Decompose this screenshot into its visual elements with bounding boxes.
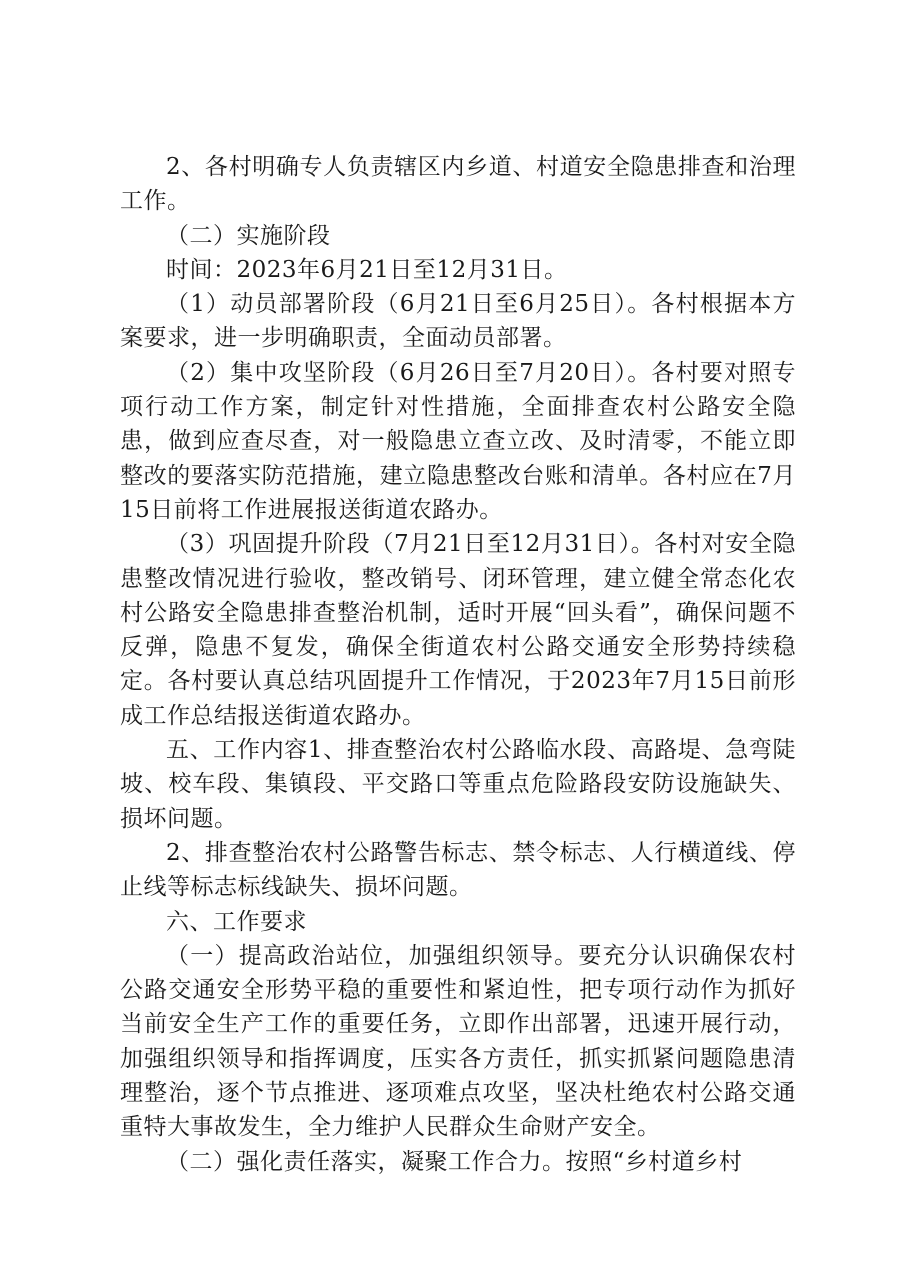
paragraph-consolidation-stage: （3）巩固提升阶段（7月21日至12月31日）。各村对安全隐患整改情况进行验收，整改销号、闭环管理，建立健全常态化农村公路安全隐患排查整治机制，适时开展“回头看”，确保问题不反弹，隐患不复发，确保全街道农村公路交通安全形势持续稳定。各村要认真总结巩固提升工作情况，于2023年7月15日前形成工作总结报送街道农路办。	[120, 531, 796, 729]
paragraph-work-content-1: 五、工作内容1、排查整治农村公路临水段、高路堤、急弯陡坡、校车段、集镇段、平交路口等重点危险路段安防设施缺失、损坏问题。	[120, 737, 796, 832]
paragraph-requirement-1: （一）提高政治站位，加强组织领导。要充分认识确保农村公路交通安全形势平稳的重要性和紧迫性，把专项行动作为抓好当前安全生产工作的重要任务，立即作出部署，迅速开展行动，加强组织领导和指挥调度，压实各方责任，抓实抓紧问题隐患清理整治，逐个节点推进、逐项难点攻坚，坚决杜绝农村公路交通重特大事故发生，全力维护人民群众生命财产安全。	[120, 942, 796, 1141]
paragraph-requirement-2: （二）强化责任落实，凝聚工作合力。按照“乡村道乡村	[166, 1148, 743, 1175]
paragraph-work-content-2: 2、排查整治农村公路警告标志、禁令标志、人行横道线、停止线等标志标线缺失、损坏问题。	[120, 839, 796, 901]
paragraph-time-range: 时间：2023年6月21日至12月31日。	[166, 256, 568, 283]
paragraph-village-responsibility: 2、各村明确专人负责辖区内乡道、村道安全隐患排查和治理工作。	[120, 154, 796, 215]
paragraph-concentrated-stage: （2）集中攻坚阶段（6月26日至7月20日）。各村要对照专项行动工作方案，制定针对性措施，全面排查农村公路安全隐患，做到应查尽查，对一般隐患立查立改、及时清零，不能立即整改的要落实防范措施，建立隐患整改台账和清单。各村应在7月15日前将工作进展报送街道农路办。	[120, 359, 796, 523]
document-body	[120, 150, 796, 1179]
heading-implementation-stage: （二）实施阶段	[166, 222, 331, 249]
paragraph-mobilization-stage: （1）动员部署阶段（6月21日至6月25日）。各村根据本方案要求，进一步明确职责，全面动员部署。	[120, 291, 796, 352]
heading-work-requirements: 六、工作要求	[166, 908, 307, 935]
